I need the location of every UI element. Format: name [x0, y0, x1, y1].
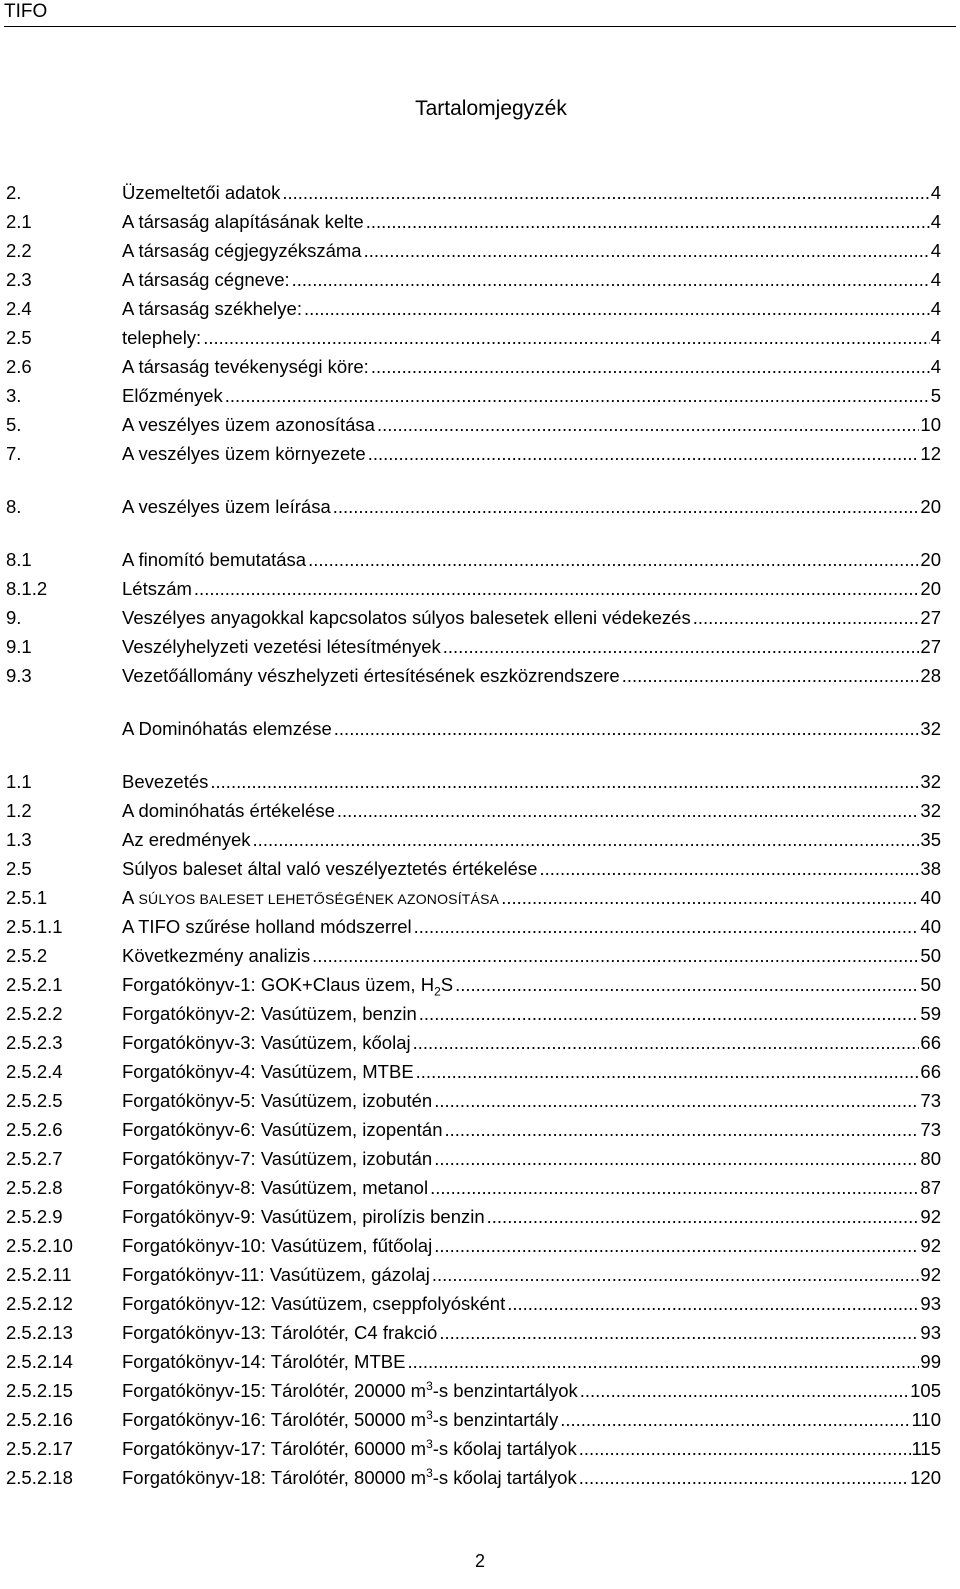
toc-entry-page: 38 — [920, 858, 941, 879]
toc-entry-title — [122, 1436, 579, 1462]
toc-dot-leader — [580, 1378, 909, 1404]
toc-dot-leader — [434, 1146, 919, 1172]
toc-entry-title: Forgatókönyv-6: Vasútüzem, izopentán — [122, 1119, 443, 1140]
toc-entry-title: Forgatókönyv-12: Vasútüzem, cseppfolyósként — [122, 1293, 506, 1314]
toc-entry-title: Forgatókönyv-5: Vasútüzem, izobutén — [122, 1090, 433, 1111]
toc-entry-title: Forgatókönyv-2: Vasútüzem, benzin — [122, 1003, 417, 1024]
toc-dot-leader — [413, 1030, 920, 1056]
toc-entry-title-part: -s benzintartály — [432, 1409, 559, 1430]
toc-entry-title: Bevezetés — [122, 771, 209, 792]
toc-entry-title: Forgatókönyv-8: Vasútüzem, metanol — [122, 1177, 429, 1198]
toc-entry[interactable] — [6, 267, 941, 293]
toc-entry[interactable] — [6, 1291, 941, 1317]
toc-dot-leader — [622, 663, 920, 689]
toc-entry-number: 2.5.2.5 — [6, 1090, 63, 1111]
toc-entry-title: A társaság tevékenységi köre: — [122, 356, 369, 377]
toc-dot-leader — [312, 943, 919, 969]
toc-entry-superscript: 3 — [426, 1436, 433, 1451]
toc-dot-leader — [414, 914, 920, 940]
toc-entry-page: 4 — [930, 211, 941, 232]
toc-entry[interactable] — [6, 634, 941, 660]
toc-entry-title-part: -s kőolaj tartályok — [432, 1467, 577, 1488]
toc-entry-page: 93 — [920, 1293, 941, 1314]
toc-entry-number: 2.2 — [6, 240, 32, 261]
toc-entry-number: 8.1.2 — [6, 578, 48, 599]
toc-entry-title: A Dominóhatás elemzése — [122, 718, 332, 739]
toc-entry-number: 2.5 — [6, 327, 32, 348]
toc-entry[interactable] — [6, 238, 941, 264]
toc-entry[interactable] — [6, 716, 941, 742]
toc-entry-page: 40 — [920, 887, 941, 908]
toc-entry-page: 110 — [911, 1409, 941, 1430]
toc-entry-number: 2.5.2.3 — [6, 1032, 63, 1053]
toc-entry[interactable] — [6, 296, 941, 322]
toc-entry-title — [122, 885, 501, 912]
toc-entry-title-part: -s benzintartályok — [432, 1380, 578, 1401]
toc-entry-title: A társaság cégneve: — [122, 269, 290, 290]
toc-dot-leader — [304, 296, 930, 322]
toc-entry-page: 92 — [920, 1235, 941, 1256]
toc-entry-title: Forgatókönyv-7: Vasútüzem, izobután — [122, 1148, 433, 1169]
toc-dot-leader — [225, 383, 930, 409]
toc-dot-leader — [539, 856, 919, 882]
toc-entry-page: 93 — [920, 1322, 941, 1343]
toc-entry-title: A társaság alapításának kelte — [122, 211, 364, 232]
toc-dot-leader — [203, 325, 930, 351]
toc-entry-page: 5 — [930, 385, 941, 406]
toc-dot-leader — [430, 1175, 919, 1201]
toc-entry-title: Forgatókönyv-13: Tárolótér, C4 frakció — [122, 1322, 438, 1343]
toc-entry-page: 66 — [920, 1032, 941, 1053]
toc-entry-number: 2.5.2.11 — [6, 1264, 72, 1285]
toc-entry[interactable] — [6, 605, 941, 631]
toc-entry-title: Előzmények — [122, 385, 223, 406]
toc-entry-title — [122, 1465, 579, 1491]
toc-entry-page: 115 — [911, 1438, 941, 1459]
toc-entry-number: 2.5.2.12 — [6, 1293, 73, 1314]
toc-entry-page: 27 — [920, 607, 941, 628]
toc-dot-leader — [377, 412, 919, 438]
toc-entry-page: 59 — [920, 1003, 941, 1024]
toc-entry[interactable] — [6, 914, 941, 940]
toc-dot-leader — [560, 1407, 910, 1433]
toc-entry-title: A TIFO szűrése holland módszerrel — [122, 916, 412, 937]
toc-entry-title: A veszélyes üzem környezete — [122, 443, 366, 464]
toc-dot-leader — [371, 354, 930, 380]
toc-dot-leader — [364, 238, 930, 264]
toc-entry-number: 2.5.2.9 — [6, 1206, 63, 1227]
toc-entry-number: 2.5.2.8 — [6, 1177, 63, 1198]
toc-entry-page: 20 — [920, 496, 941, 517]
toc-entry[interactable] — [6, 383, 941, 409]
toc-entry-title — [122, 1407, 560, 1433]
toc-entry-title: Forgatókönyv-10: Vasútüzem, fűtőolaj — [122, 1235, 433, 1256]
toc-entry-number: 2.5.2.7 — [6, 1148, 63, 1169]
toc-dot-leader — [455, 972, 919, 998]
toc-entry[interactable] — [6, 547, 941, 573]
toc-entry-number: 2. — [6, 182, 22, 203]
toc-dot-leader — [579, 1436, 911, 1462]
toc-dot-leader — [419, 1001, 920, 1027]
toc-entry-page: 4 — [930, 298, 941, 319]
toc-entry-number: 2.3 — [6, 269, 32, 290]
toc-entry-number: 1.1 — [6, 771, 32, 792]
toc-dot-leader — [507, 1291, 919, 1317]
toc-entry-page: 99 — [920, 1351, 941, 1372]
table-of-contents — [6, 0, 941, 1540]
toc-entry-page: 10 — [920, 414, 941, 435]
toc-entry-number: 2.5.1 — [6, 887, 48, 908]
toc-entry-number: 1.3 — [6, 829, 32, 850]
toc-entry[interactable] — [6, 972, 941, 998]
toc-entry[interactable] — [6, 663, 941, 689]
toc-entry[interactable] — [6, 1465, 941, 1491]
toc-entry-page: 92 — [920, 1264, 941, 1285]
toc-entry-page: 20 — [920, 549, 941, 570]
toc-entry-page: 50 — [920, 974, 941, 995]
toc-dot-leader — [501, 885, 919, 911]
toc-entry-title: Forgatókönyv-9: Vasútüzem, pirolízis benzin — [122, 1206, 485, 1227]
toc-entry-superscript: 3 — [426, 1378, 433, 1393]
toc-entry-number: 2.5.2.18 — [6, 1467, 73, 1488]
toc-dot-leader — [416, 1059, 920, 1085]
toc-entry-page: 12 — [920, 443, 941, 464]
toc-entry[interactable] — [6, 1146, 941, 1172]
toc-entry-page: 80 — [920, 1148, 941, 1169]
toc-entry-title-part: Forgatókönyv-17: Tárolótér, 60000 m — [122, 1438, 427, 1459]
toc-dot-leader — [334, 716, 920, 742]
toc-dot-leader — [337, 798, 920, 824]
toc-dot-leader — [579, 1465, 909, 1491]
toc-dot-leader — [292, 267, 930, 293]
toc-entry-title-part: Forgatókönyv-1: GOK+Claus üzem, H — [122, 974, 435, 995]
toc-entry-title-part: S — [440, 974, 454, 995]
toc-entry[interactable] — [6, 1030, 941, 1056]
page-title-text: Tartalomjegyzék — [415, 97, 567, 120]
toc-entry-page: 92 — [920, 1206, 941, 1227]
toc-entry[interactable] — [6, 827, 941, 853]
toc-entry-page: 32 — [920, 771, 941, 792]
toc-entry-title-part: A — [122, 887, 139, 908]
header-text: TIFO — [4, 1, 48, 22]
toc-entry-page: 27 — [920, 636, 941, 657]
toc-entry-page: 4 — [930, 269, 941, 290]
toc-entry-title: A finomító bemutatása — [122, 549, 307, 570]
toc-entry-page: 28 — [920, 665, 941, 686]
toc-dot-leader — [693, 605, 920, 631]
toc-entry-title: Forgatókönyv-11: Vasútüzem, gázolaj — [122, 1264, 430, 1285]
toc-entry-title-smallcaps: SÚLYOS BALESET LEHETŐSÉGÉNEK AZONOSÍTÁSA — [138, 891, 500, 907]
toc-entry[interactable] — [6, 1407, 941, 1433]
toc-entry-title: A veszélyes üzem azonosítása — [122, 414, 375, 435]
toc-entry[interactable] — [6, 354, 941, 380]
toc-entry-title-part: Forgatókönyv-15: Tárolótér, 20000 m — [122, 1380, 427, 1401]
toc-entry-title: Következmény analizis — [122, 945, 311, 966]
toc-entry-number: 2.5.2.15 — [6, 1380, 73, 1401]
toc-entry-number: 2.6 — [6, 356, 32, 377]
toc-entry-number: 3. — [6, 385, 22, 406]
toc-entry-title — [122, 1378, 580, 1404]
toc-dot-leader — [487, 1204, 920, 1230]
toc-entry[interactable] — [6, 325, 941, 351]
toc-entry-title: A társaság székhelye: — [122, 298, 302, 319]
toc-entry-number: 9.3 — [6, 665, 32, 686]
toc-entry[interactable] — [6, 1262, 941, 1288]
toc-dot-leader — [443, 634, 920, 660]
toc-entry-page: 32 — [920, 718, 941, 739]
toc-entry-number: 2.5.2.1 — [6, 974, 63, 995]
toc-entry-number: 1.2 — [6, 800, 32, 821]
toc-entry[interactable] — [6, 769, 941, 795]
toc-entry-title: Forgatókönyv-3: Vasútüzem, kőolaj — [122, 1032, 411, 1053]
toc-entry[interactable] — [6, 1320, 941, 1346]
toc-entry[interactable] — [6, 576, 941, 602]
toc-dot-leader — [445, 1117, 920, 1143]
toc-entry-number: 2.5.2 — [6, 945, 48, 966]
toc-entry-number: 2.4 — [6, 298, 32, 319]
toc-entry-title: Forgatókönyv-14: Tárolótér, MTBE — [122, 1351, 406, 1372]
toc-dot-leader — [368, 441, 920, 467]
toc-entry[interactable] — [6, 885, 941, 911]
toc-entry[interactable] — [6, 856, 941, 882]
toc-entry-page: 32 — [920, 800, 941, 821]
toc-dot-leader — [253, 827, 920, 853]
toc-entry-page: 40 — [920, 916, 941, 937]
toc-entry-number: 2.5.2.4 — [6, 1061, 63, 1082]
toc-entry-title: Veszélyhelyzeti vezetési létesítmények — [122, 636, 441, 657]
toc-entry-page: 4 — [930, 327, 941, 348]
toc-entry[interactable] — [6, 943, 941, 969]
toc-dot-leader — [432, 1262, 920, 1288]
toc-entry-page: 20 — [920, 578, 941, 599]
toc-entry-title: Forgatókönyv-4: Vasútüzem, MTBE — [122, 1061, 414, 1082]
toc-entry-title: Súlyos baleset által való veszélyeztetés értékelése — [122, 858, 538, 879]
toc-entry-number: 2.5.2.10 — [6, 1235, 73, 1256]
toc-entry-page: 35 — [920, 829, 941, 850]
toc-entry-subscript: 2 — [434, 984, 441, 999]
toc-entry-number: 2.5.2.2 — [6, 1003, 63, 1024]
toc-dot-leader — [194, 576, 920, 602]
toc-dot-leader — [308, 547, 919, 573]
toc-entry-page: 73 — [920, 1119, 941, 1140]
toc-entry-number: 8.1 — [6, 549, 32, 570]
toc-entry-title-part: -s kőolaj tartályok — [432, 1438, 577, 1459]
toc-entry-title: telephely: — [122, 327, 202, 348]
toc-entry[interactable] — [6, 1059, 941, 1085]
toc-dot-leader — [333, 494, 920, 520]
toc-entry-title: A veszélyes üzem leírása — [122, 496, 331, 517]
toc-entry-title: Veszélyes anyagokkal kapcsolatos súlyos balesetek elleni védekezés — [122, 607, 691, 628]
toc-entry-number: 8. — [6, 496, 22, 517]
toc-dot-leader — [407, 1349, 919, 1375]
toc-entry-number: 2.5 — [6, 858, 32, 879]
toc-entry[interactable] — [6, 441, 941, 467]
toc-entry-number: 2.1 — [6, 211, 32, 232]
toc-entry-number: 2.5.2.14 — [6, 1351, 73, 1372]
toc-entry-page: 120 — [910, 1467, 941, 1488]
toc-entry[interactable] — [6, 1378, 941, 1404]
toc-entry[interactable] — [6, 1088, 941, 1114]
toc-entry[interactable] — [6, 209, 941, 235]
toc-dot-leader — [434, 1088, 919, 1114]
toc-dot-leader — [434, 1233, 919, 1259]
toc-entry-page: 4 — [930, 356, 941, 377]
toc-dot-leader — [366, 209, 930, 235]
toc-entry[interactable] — [6, 1204, 941, 1230]
toc-entry-page: 4 — [930, 240, 941, 261]
toc-entry-title: A dominóhatás értékelése — [122, 800, 335, 821]
toc-entry[interactable] — [6, 1001, 941, 1027]
toc-entry-title: Vezetőállomány vészhelyzeti értesítésének eszközrendszere — [122, 665, 620, 686]
toc-dot-leader — [439, 1320, 919, 1346]
toc-entry-title-part: Forgatókönyv-16: Tárolótér, 50000 m — [122, 1409, 427, 1430]
page-number: 2 — [474, 1551, 485, 1571]
toc-entry[interactable] — [6, 1436, 941, 1462]
toc-entry[interactable] — [6, 180, 941, 206]
toc-entry-number: 5. — [6, 414, 22, 435]
toc-entry-number: 2.5.2.16 — [6, 1409, 73, 1430]
toc-entry-number: 2.5.2.17 — [6, 1438, 73, 1459]
toc-entry-title-part: Forgatókönyv-18: Tárolótér, 80000 m — [122, 1467, 427, 1488]
toc-dot-leader — [210, 769, 919, 795]
toc-entry-number: 2.5.2.6 — [6, 1119, 63, 1140]
toc-entry-number: 9. — [6, 607, 22, 628]
toc-entry[interactable] — [6, 1175, 941, 1201]
toc-entry-superscript: 3 — [426, 1407, 433, 1422]
toc-entry-page: 50 — [920, 945, 941, 966]
toc-entry-title: Üzemeltetői adatok — [122, 182, 281, 203]
toc-entry-number: 7. — [6, 443, 22, 464]
toc-entry[interactable] — [6, 412, 941, 438]
toc-entry-page: 66 — [920, 1061, 941, 1082]
toc-entry-title: Az eredmények — [122, 829, 251, 850]
toc-entry-page: 87 — [920, 1177, 941, 1198]
toc-entry[interactable] — [6, 1349, 941, 1375]
toc-entry-title — [122, 972, 455, 998]
toc-entry-number: 2.5.1.1 — [6, 916, 63, 937]
toc-entry[interactable] — [6, 1117, 941, 1143]
toc-entry[interactable] — [6, 1233, 941, 1259]
toc-entry-title: Létszám — [122, 578, 192, 599]
toc-entry-superscript: 3 — [426, 1465, 433, 1480]
toc-entry-number: 9.1 — [6, 636, 32, 657]
toc-entry-page: 105 — [910, 1380, 941, 1401]
toc-entry[interactable] — [6, 798, 941, 824]
toc-dot-leader — [282, 180, 929, 206]
toc-entry-number: 2.5.2.13 — [6, 1322, 73, 1343]
toc-entry[interactable] — [6, 494, 941, 520]
toc-entry-page: 73 — [920, 1090, 941, 1111]
toc-entry-page: 4 — [930, 182, 941, 203]
toc-entry-title: A társaság cégjegyzékszáma — [122, 240, 362, 261]
